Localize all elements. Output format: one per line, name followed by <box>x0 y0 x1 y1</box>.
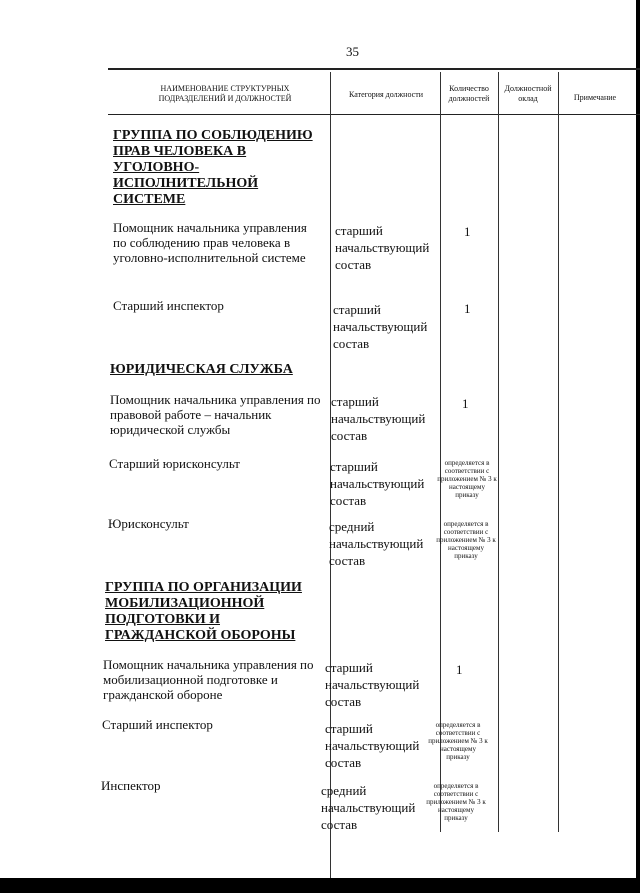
position-quantity: 1 <box>462 396 469 411</box>
position-quantity: 1 <box>464 301 471 316</box>
table-top-border <box>108 68 640 70</box>
position-name: Старший юрисконсульт <box>109 456 240 471</box>
position-name: Старший инспектор <box>113 298 224 313</box>
position-name: Старший инспектор <box>102 717 213 732</box>
position-name: Помощник начальника управления по соблюдению прав человека в уголовно-исполнительной системе <box>113 220 307 265</box>
position-quantity: 1 <box>456 662 463 677</box>
position-name: Юрисконсульт <box>108 516 189 531</box>
position-category: средний начальствующий состав <box>321 783 416 832</box>
column-divider <box>498 72 499 832</box>
position-quantity-note: определяется в соответствии с приложением № 3 к настоящему приказу <box>436 520 496 560</box>
header-quantity: Количество должностей <box>448 84 490 103</box>
position-category: старший начальствующий состав <box>335 223 430 272</box>
position-category: средний начальствующий состав <box>329 519 424 568</box>
position-category: старший начальствующий состав <box>325 660 420 709</box>
column-divider <box>558 72 559 832</box>
position-name: Помощник начальника управления по мобилизационной подготовке и гражданской обороне <box>103 657 314 702</box>
position-category: старший начальствующий состав <box>333 302 428 351</box>
position-category: старший начальствующий состав <box>331 394 426 443</box>
table-header-border <box>108 114 640 115</box>
position-name: Помощник начальника управления по правовой работе – начальник юридической службы <box>110 392 321 437</box>
position-quantity-note: определяется в соответствии с приложением № 3 к настоящему приказу <box>437 459 497 499</box>
position-category: старший начальствующий состав <box>325 721 420 770</box>
section-title: ГРУППА ПО ОРГАНИЗАЦИИ МОБИЛИЗАЦИОННОЙ ПОДГОТОВКИ И ГРАЖДАНСКОЙ ОБОРОНЫ <box>105 580 302 643</box>
header-name: НАИМЕНОВАНИЕ СТРУКТУРНЫХ ПОДРАЗДЕЛЕНИЙ И ДОЛЖНОСТЕЙ <box>158 84 292 103</box>
position-name: Инспектор <box>101 778 161 793</box>
section-title: ГРУППА ПО СОБЛЮДЕНИЮ ПРАВ ЧЕЛОВЕКА В УГОЛОВНО-ИСПОЛНИТЕЛЬНОЙ СИСТЕМЕ <box>113 128 313 207</box>
header-category: Категория должности <box>349 90 423 99</box>
scan-border <box>0 878 640 893</box>
position-category: старший начальствующий состав <box>330 459 425 508</box>
page-number: 35 <box>346 44 359 59</box>
position-quantity-note: определяется в соответствии с приложением № 3 к настоящему приказу <box>428 721 488 761</box>
header-salary: Должностной оклад <box>504 84 552 103</box>
section-title: ЮРИДИЧЕСКАЯ СЛУЖБА <box>110 362 293 377</box>
header-note: Примечание <box>573 93 617 102</box>
column-divider <box>440 72 441 832</box>
position-quantity-note: определяется в соответствии с приложением № 3 к настоящему приказу <box>426 782 486 822</box>
position-quantity: 1 <box>464 224 471 239</box>
